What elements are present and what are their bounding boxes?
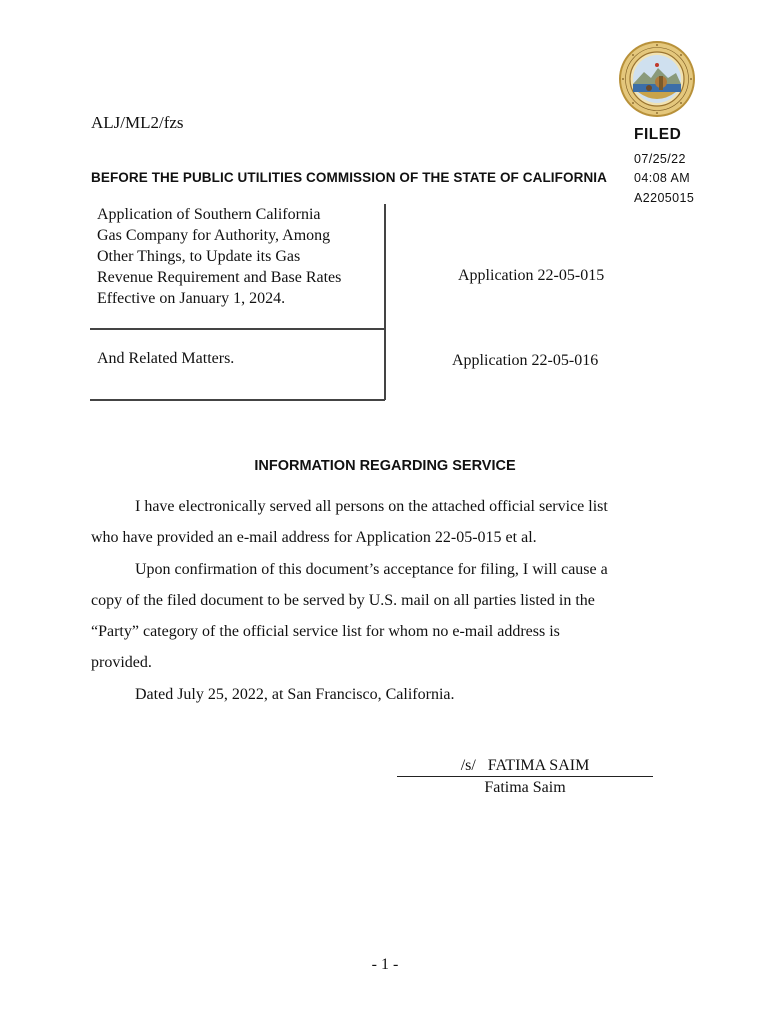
- document-title: INFORMATION REGARDING SERVICE: [254, 458, 516, 474]
- caption-line: Effective on January 1, 2024.: [97, 290, 286, 307]
- page-number: - 1 -: [371, 956, 399, 973]
- caption-line: Application of Southern California: [97, 206, 321, 223]
- body-line: copy of the filed document to be served by U.S. mail on all parties listed in the: [91, 592, 595, 609]
- application-number-related: Application 22-05-016: [452, 352, 599, 369]
- caption-line: Other Things, to Update its Gas: [97, 248, 301, 265]
- filed-stamp-label: FILED: [634, 126, 682, 143]
- caption-text: [97, 204, 377, 309]
- caption-line: Revenue Requirement and Base Rates: [97, 269, 342, 286]
- body-line: who have provided an e-mail address for Application 22-05-015 et al.: [91, 529, 537, 546]
- caption-divider-horizontal: [90, 399, 385, 401]
- body-line: I have electronically served all persons on the attached official service list: [135, 498, 608, 515]
- caption-line: Gas Company for Authority, Among: [97, 227, 331, 244]
- caption-divider-vertical: [384, 204, 386, 400]
- filed-stamp-number: A2205015: [634, 191, 695, 205]
- filed-stamp-time: 04:08 AM: [634, 171, 691, 185]
- dated-line: Dated July 25, 2022, at San Francisco, California.: [135, 686, 455, 703]
- signature-line: /s/ FATIMA SAIM: [397, 757, 653, 777]
- application-number-primary: Application 22-05-015: [458, 267, 605, 284]
- signer-name: Fatima Saim: [484, 779, 566, 796]
- filed-stamp-date: 07/25/22: [634, 152, 686, 166]
- commission-heading: BEFORE THE PUBLIC UTILITIES COMMISSION OF THE STATE OF CALIFORNIA: [91, 170, 607, 185]
- related-matters: And Related Matters.: [97, 350, 235, 367]
- state-seal-icon: [618, 40, 696, 118]
- caption-divider-horizontal: [90, 328, 385, 330]
- body-line: provided.: [91, 654, 152, 671]
- document-id: ALJ/ML2/fzs: [91, 113, 184, 132]
- body-line: Upon confirmation of this document’s acceptance for filing, I will cause a: [135, 561, 608, 578]
- body-line: “Party” category of the official service list for whom no e-mail address is: [91, 623, 560, 640]
- signature-block: [397, 757, 653, 797]
